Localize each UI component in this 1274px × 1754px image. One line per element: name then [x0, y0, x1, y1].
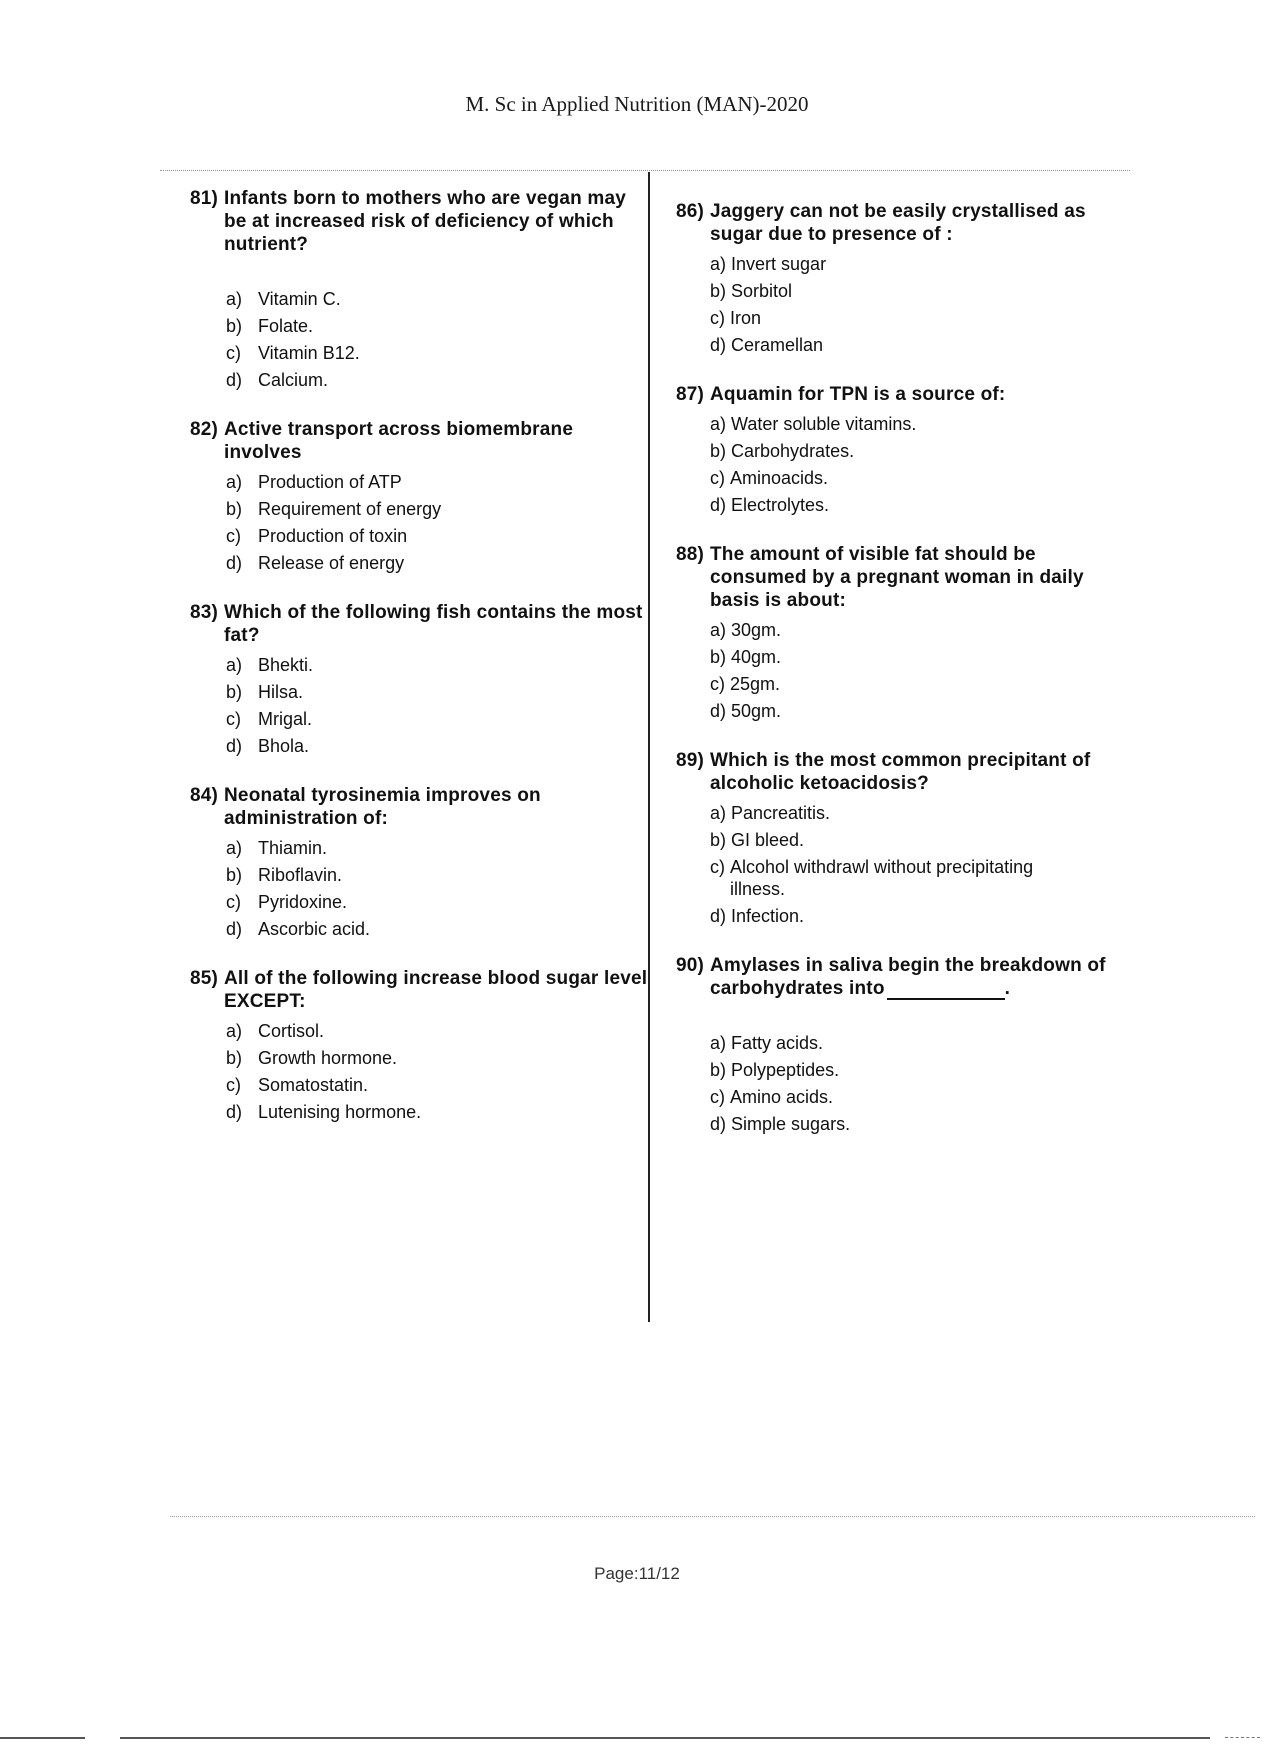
option-c: c) Pyridoxine.: [226, 892, 348, 912]
option-d: d) Calcium.: [226, 370, 329, 390]
page-title: M. Sc in Applied Nutrition (MAN)-2020: [465, 92, 809, 116]
option-b: b) Folate.: [226, 316, 314, 336]
option-a: a) Fatty acids.: [710, 1033, 824, 1053]
option-d: d) 50gm.: [710, 701, 782, 721]
option-list: [190, 1018, 650, 1126]
option-b: b) Polypeptides.: [710, 1060, 840, 1080]
scan-edge-line: [120, 1737, 1210, 1739]
question-84: [190, 784, 650, 943]
option-b: b) 40gm.: [710, 647, 782, 667]
option-c: c) Vitamin B12.: [226, 343, 360, 363]
bottom-divider: [170, 1516, 1255, 1517]
option-d: d) Ascorbic acid.: [226, 919, 371, 939]
question-text: Active transport across biomembrane involves: [224, 419, 574, 463]
option-d: d) Infection.: [710, 906, 805, 926]
question-86: [676, 200, 1136, 359]
option-c: c) Iron: [710, 308, 762, 328]
question-text: Neonatal tyrosinemia improves on administration of:: [224, 785, 541, 829]
question-number: 85): [190, 968, 219, 989]
option-a: a) Cortisol.: [226, 1021, 325, 1041]
option-b: b) Riboflavin.: [226, 865, 343, 885]
option-b: b) Sorbitol: [710, 281, 793, 301]
question-number: 90): [676, 955, 705, 976]
option-b: b) Growth hormone.: [226, 1048, 398, 1068]
scan-edge-line: [0, 1737, 85, 1739]
right-column: [676, 200, 1136, 1162]
option-c: c) Aminoacids.: [710, 468, 829, 488]
option-b: b) Hilsa.: [226, 682, 304, 702]
top-divider: [160, 170, 1130, 171]
question-text: Which of the following fish contains the most fat?: [224, 602, 643, 646]
page-number: Page:11/12: [594, 1564, 680, 1583]
option-b: b) GI bleed.: [710, 830, 805, 850]
option-list: [190, 469, 650, 577]
question-number: 88): [676, 544, 705, 565]
option-b: b) Carbohydrates.: [710, 441, 855, 461]
question-90: [676, 954, 1136, 1138]
question-text: Infants born to mothers who are vegan may be at increased risk of deficiency of which nutrient?: [224, 188, 626, 255]
option-d: d) Lutenising hormone.: [226, 1102, 422, 1122]
question-85: [190, 967, 650, 1126]
option-d: d) Release of energy: [226, 553, 405, 573]
option-list: [676, 800, 1136, 930]
question-number: 87): [676, 384, 705, 405]
option-list: [676, 251, 1136, 359]
option-a: a) 30gm.: [710, 620, 782, 640]
question-88: [676, 543, 1136, 725]
option-list: [190, 652, 650, 760]
option-a: a) Pancreatitis.: [710, 803, 831, 823]
option-list: [676, 1030, 1136, 1138]
question-83: [190, 601, 650, 760]
question-number: 83): [190, 602, 219, 623]
option-c: c) Alcohol withdrawl without precipitating illness.: [710, 857, 1034, 899]
question-number: 84): [190, 785, 219, 806]
option-a: a) Invert sugar: [710, 254, 827, 274]
option-list: [190, 286, 650, 394]
option-d: d) Simple sugars.: [710, 1114, 851, 1134]
option-a: a) Bhekti.: [226, 655, 314, 675]
question-89: [676, 749, 1136, 930]
question-text: Which is the most common precipitant of alcoholic ketoacidosis?: [710, 750, 1091, 794]
question-87: [676, 383, 1136, 519]
option-a: a) Water soluble vitamins.: [710, 414, 917, 434]
question-text: Amylases in saliva begin the breakdown of carbohydrates into: [710, 955, 1106, 999]
question-number: 81): [190, 188, 219, 209]
option-c: c) 25gm.: [710, 674, 781, 694]
option-c: c) Somatostatin.: [226, 1075, 369, 1095]
question-text: Jaggery can not be easily crystallised as sugar due to presence of :: [710, 201, 1086, 245]
option-c: c) Mrigal.: [226, 709, 313, 729]
question-text: All of the following increase blood sugar level EXCEPT:: [224, 968, 648, 1012]
option-b: b) Requirement of energy: [226, 499, 442, 519]
question-82: [190, 418, 650, 577]
option-a: a) Thiamin.: [226, 838, 328, 858]
question-text: The amount of visible fat should be consumed by a pregnant woman in daily basis is about:: [710, 544, 1084, 611]
option-d: d) Bhola.: [226, 736, 310, 756]
option-d: d) Electrolytes.: [710, 495, 830, 515]
option-c: c) Production of toxin: [226, 526, 408, 546]
question-text-end: .: [1004, 978, 1011, 999]
question-number: 82): [190, 419, 219, 440]
option-list: [676, 617, 1136, 725]
question-number: 89): [676, 750, 705, 771]
option-list: [190, 835, 650, 943]
question-81: [190, 187, 650, 394]
question-text: Aquamin for TPN is a source of:: [710, 384, 1006, 405]
option-c: c) Amino acids.: [710, 1087, 834, 1107]
question-number: 86): [676, 201, 705, 222]
option-a: a) Production of ATP: [226, 472, 402, 492]
fill-in-blank: [887, 997, 1005, 1000]
option-list: [676, 411, 1136, 519]
option-d: d) Ceramellan: [710, 335, 824, 355]
scan-edge-line: [1225, 1737, 1260, 1738]
left-column: [190, 187, 650, 1150]
option-a: a) Vitamin C.: [226, 289, 341, 309]
